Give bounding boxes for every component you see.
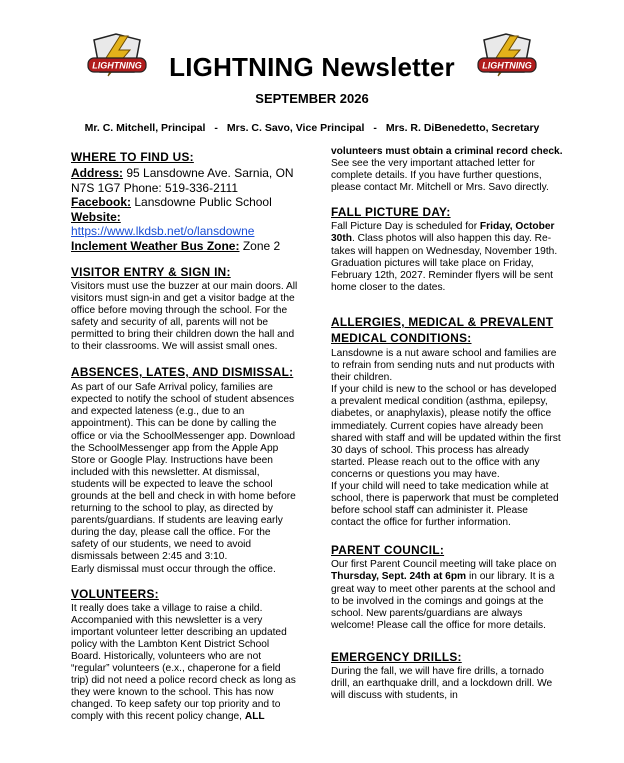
- website-label: Website:: [71, 209, 121, 224]
- allergies-text-1: Lansdowne is a nut aware school and families are to refrain from sending nuts and nut products with their children.: [331, 347, 557, 384]
- address-value: 95 Lansdowne Ave. Sarnia, ON N7S 1G7 Phone: 519-336-2111: [71, 166, 294, 195]
- staff-separator: -: [373, 122, 377, 134]
- drills-section: [331, 650, 563, 702]
- volunteers-text: [71, 603, 299, 724]
- picture-day-heading: FALL PICTURE DAY:: [331, 205, 451, 220]
- picture-day-intro: Fall Picture Day is scheduled for: [331, 221, 480, 233]
- parent-council-section: [331, 543, 563, 632]
- staff-separator: -: [214, 122, 218, 134]
- absences-heading: ABSENCES, LATES, AND DISMISSAL:: [71, 365, 294, 380]
- allergies-section: [331, 314, 563, 529]
- find-us-section: [71, 150, 299, 254]
- left-column: [71, 150, 299, 735]
- volunteers-heading: VOLUNTEERS:: [71, 586, 159, 601]
- volunteers-all: ALL: [244, 711, 265, 723]
- volunteers-body: It really does take a village to raise a child. Accompanied with this newsletter is a very important volunteer letter describing an updated policy with the Lambton Kent District School Board. Historically, volunteers who are not “regular” volunteers (e.x., chaperone for a field trip) did not need a police record check as long as they were known to the school. This has now changed. To keep safety our top priority and to comply with this recent policy change,: [71, 602, 296, 723]
- parent-council-body: in our library. It is a great way to meet other parents at the school and to be involved in the comings and goings at the school. New parents/guardians are always welcome! Please call the office for more details.: [331, 571, 556, 631]
- volunteers-continued: [331, 146, 563, 194]
- picture-day-text: [331, 221, 563, 294]
- early-dismissal-text: Early dismissal must occur through the office.: [71, 563, 276, 575]
- allergies-text-2: If your child is new to the school or has developed a prevalent medical condition (asthma, epilepsy, diabetes, or anaphylaxis), please notify the office immediately. Current copies have already been shared with staff and will be updated within the first 30 days of school. This process has already started. Please reach out to the office with any concerns or questions you may have.: [331, 384, 561, 480]
- staff-secretary: Mrs. R. DiBenedetto, Secretary: [385, 122, 540, 134]
- staff-line: [0, 122, 624, 134]
- absences-section: [71, 364, 299, 576]
- visitor-section: [71, 265, 299, 354]
- parent-council-intro: Our first Parent Council meeting will take place on: [331, 559, 557, 571]
- drills-text: During the fall, we will have fire drills, a tornado drill, an earthquake drill, and a lockdown drill. We will discuss with students, in: [331, 665, 553, 702]
- volunteers-continued-body: See see the very important attached letter for complete details. If you have further questions, please contact Mr. Mitchell or Mrs. Savo directly.: [331, 158, 549, 194]
- visitor-text: Visitors must use the buzzer at our main doors. All visitors must sign-in and get a visitor badge at the office before moving through the school. For the safety and security of all, parents will not be permitted to bring their children down the hall and to their classrooms. We will assist small ones.: [71, 280, 298, 353]
- volunteers-continued-text: [331, 146, 563, 194]
- address-label: Address:: [71, 166, 124, 180]
- picture-day-body: . Class photos will also happen this day. Re-takes will happen on Wednesday, November 19th. Graduation pictures will take place on Friday, February 12th, 2027. Reminder flyers will be sent home closer to the dates.: [331, 233, 558, 293]
- address-line: [71, 166, 299, 195]
- find-us-heading: WHERE TO FIND US:: [71, 150, 194, 164]
- svg-text:LIGHTNING: LIGHTNING: [482, 60, 532, 71]
- newsletter-title: LIGHTNING Newsletter: [169, 52, 455, 82]
- website-line: [71, 210, 299, 225]
- website-link[interactable]: https://www.lkdsb.net/o/lansdowne: [71, 224, 255, 239]
- bus-zone-value: Zone 2: [239, 238, 281, 253]
- website-link-line: [71, 224, 299, 239]
- facebook-line: [71, 195, 299, 210]
- volunteers-check-required: volunteers must obtain a criminal record check.: [331, 146, 563, 157]
- volunteers-section: [71, 587, 299, 724]
- picture-day-date: Friday, October 30th: [331, 221, 555, 245]
- facebook-label: Facebook:: [71, 195, 132, 210]
- absences-text: As part of our Safe Arrival policy, families are expected to notify the school of student absences and expected lateness (e.g., due to an appointment). This can be done by calling the office or via the SchoolMessenger app. Download the SchoolMessenger app from the Apple App Store or Google Play. Instructions have been included with this newsletter. At dismissal, students will be expected to leave the school grounds at the bell and check in with home before returning to the school to play, as directed by parents/guardians. If students are leaving early during the day, please call the office. For the safety of our students, we need to avoid dismissals between 2:45 and 3:10.: [71, 382, 296, 563]
- right-column: [331, 146, 563, 713]
- picture-day-section: [331, 205, 563, 294]
- allergies-text-3: If your child will need to take medication while at school, there is paperwork that must be completed before school staff can administer it. Please contact the office for further information.: [331, 480, 559, 529]
- allergies-heading: ALLERGIES, MEDICAL & PREVALENT MEDICAL CONDITIONS:: [331, 314, 554, 345]
- svg-text:LIGHTNING: LIGHTNING: [92, 60, 142, 71]
- parent-council-text: [331, 559, 563, 632]
- parent-council-date: Thursday, Sept. 24th at 6pm: [331, 571, 467, 583]
- drills-heading: EMERGENCY DRILLS:: [331, 649, 462, 664]
- parent-council-heading: PARENT COUNCIL:: [331, 543, 445, 558]
- staff-principal: Mr. C. Mitchell, Principal: [84, 122, 206, 134]
- facebook-value: Lansdowne Public School: [131, 195, 272, 210]
- bus-zone-line: [71, 239, 299, 254]
- newsletter-date: SEPTEMBER 2026: [255, 91, 369, 106]
- visitor-heading: VISITOR ENTRY & SIGN IN:: [71, 264, 231, 279]
- staff-vice-principal: Mrs. C. Savo, Vice Principal: [226, 122, 365, 134]
- bus-zone-label: Inclement Weather Bus Zone:: [71, 238, 240, 253]
